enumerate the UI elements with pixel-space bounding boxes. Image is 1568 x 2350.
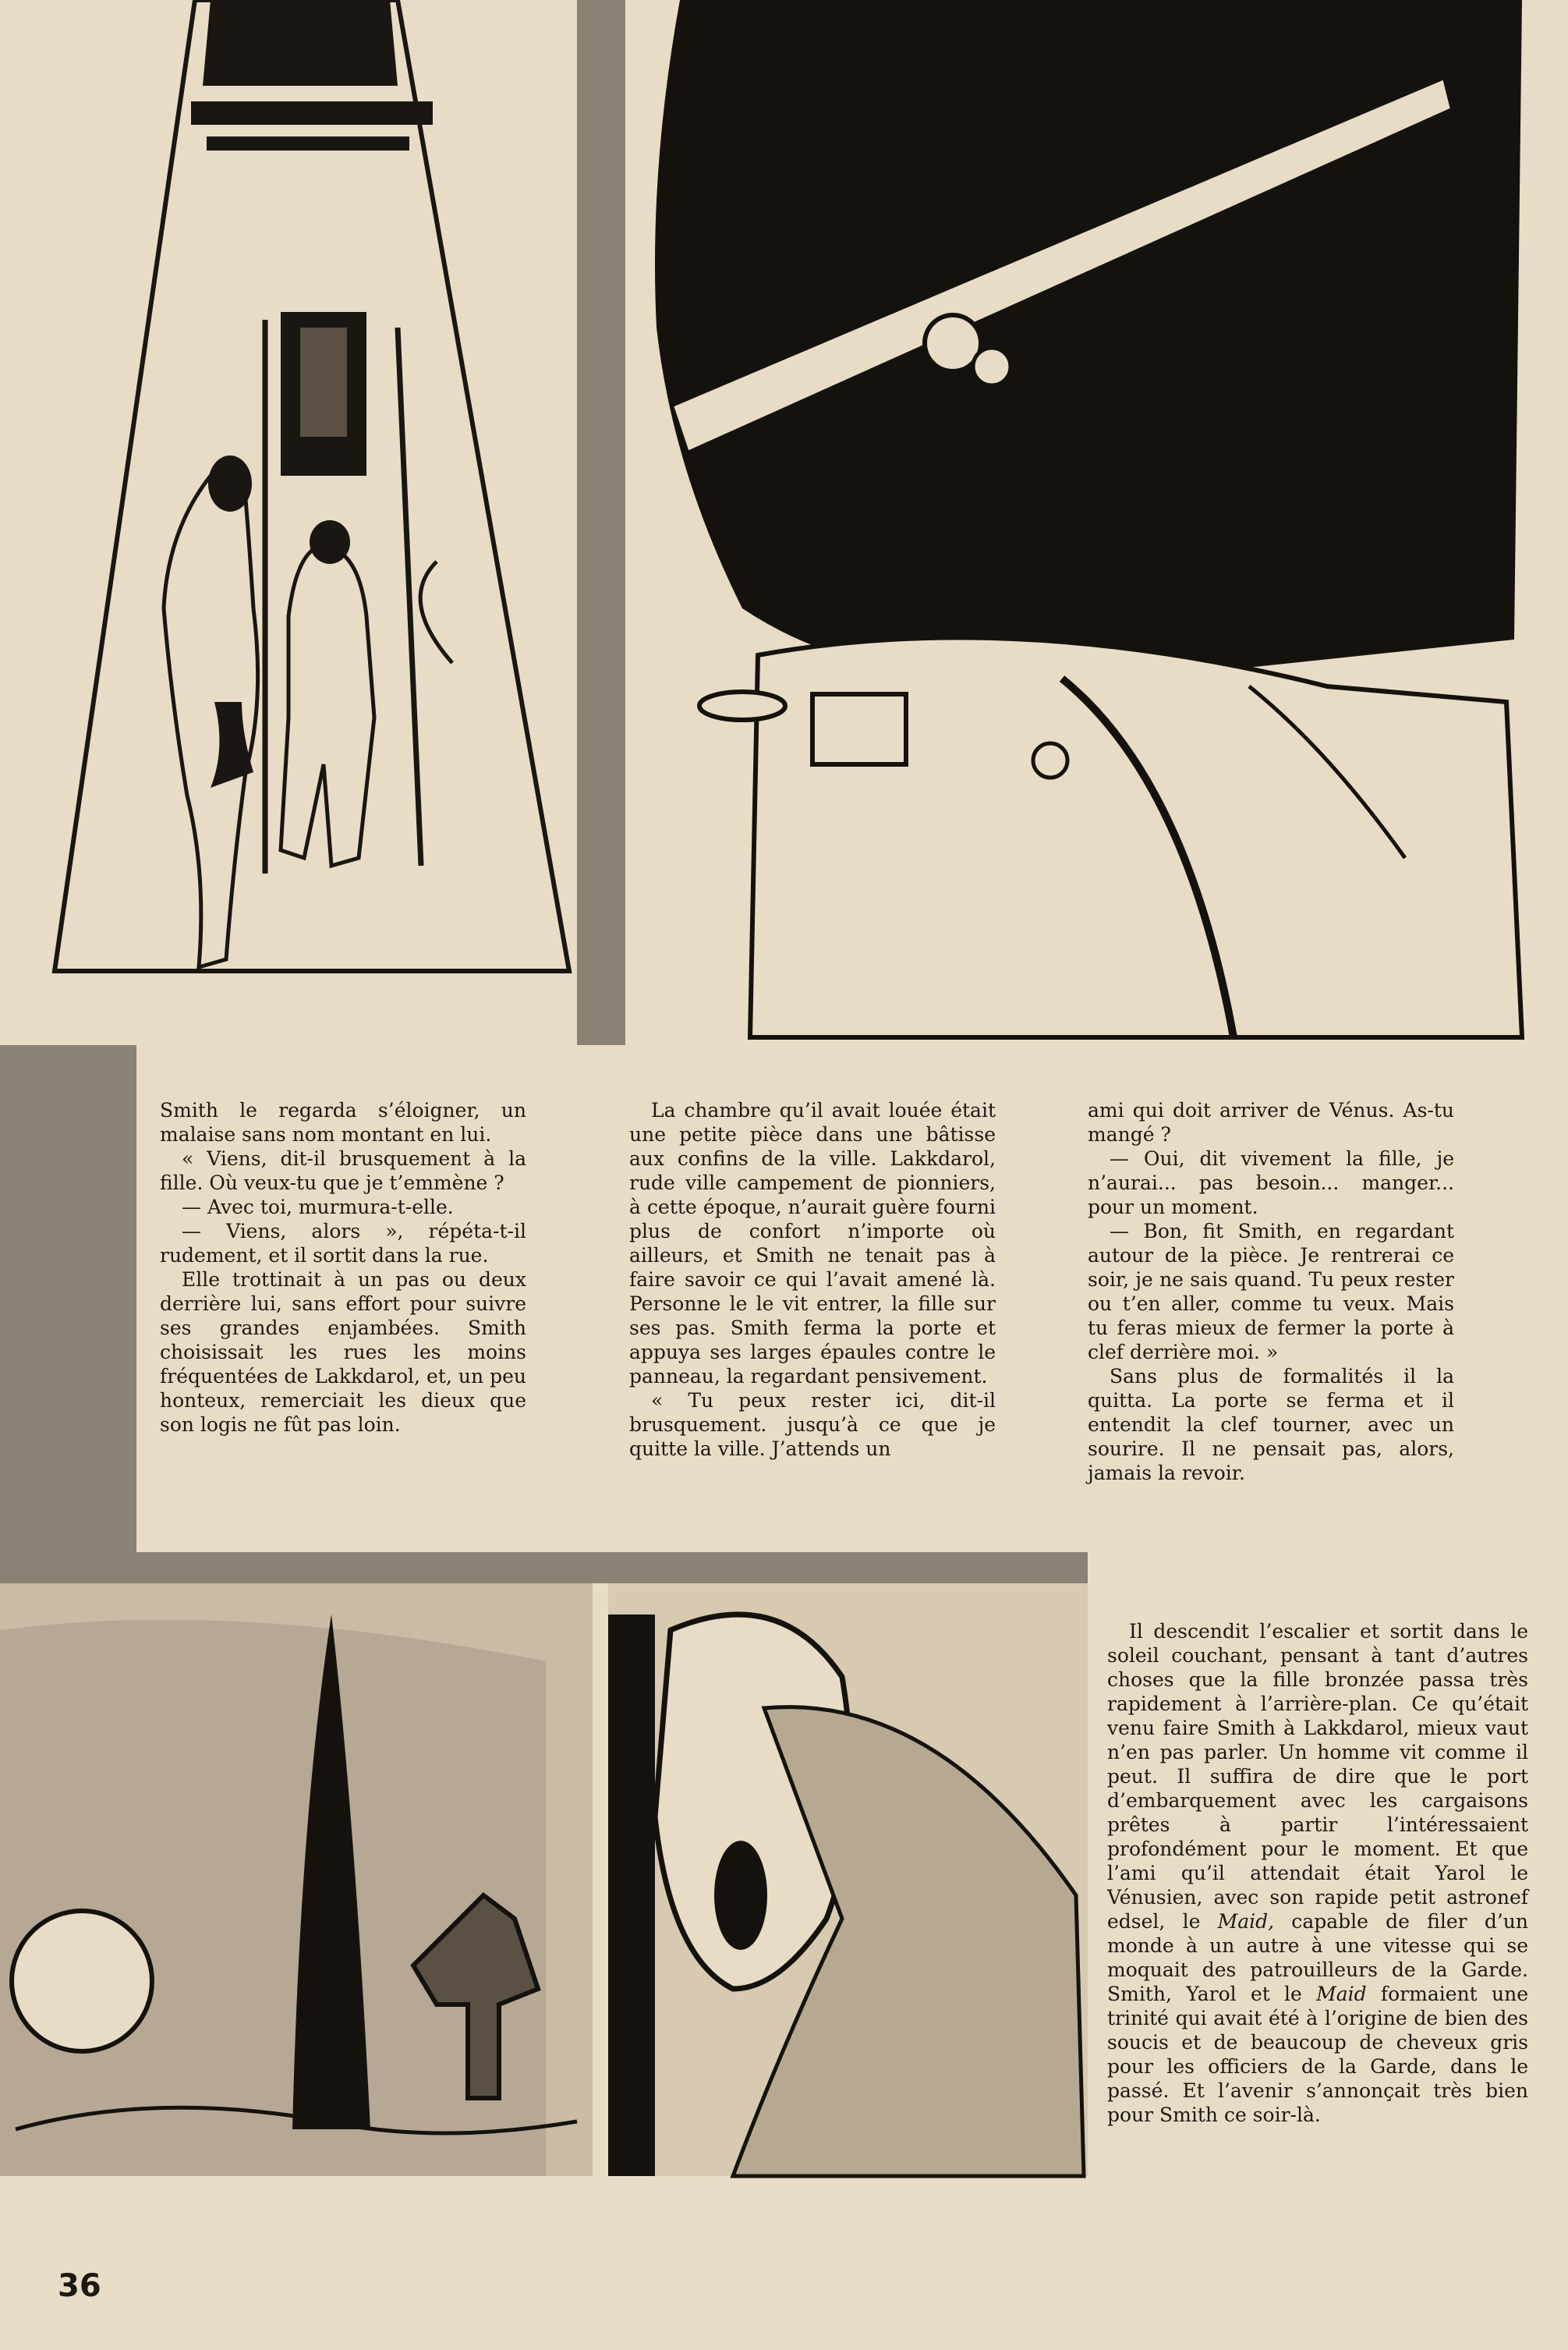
text-column-1 xyxy=(160,1098,526,1437)
illustration-corridor xyxy=(31,0,577,1045)
page-number: 36 xyxy=(58,2268,101,2304)
text-run: Il descendit l’escalier et sortit dans le soleil couchant, pensant à tant d’autres choses que la fille bronzée passa très rapidement à l’arrière-plan. Ce qu’était venu faire Smith à Lakkdarol, mieux vaut n’en pas parler. Un homme vit comme il peut. Il suffira de dire que le port d’embarquement avec les cargaisons prêtes à partir l’intéressaient profondément pour le moment. Et que l’ami qu’il attendait était Yarol le Vénusien, avec son rapide petit astronef edsel, le xyxy=(1107,1620,1528,1933)
paragraph: « Viens, dit-il brusquement à la fille. Où veux-tu que je t’emmène ? xyxy=(160,1147,526,1194)
illustration-hooded-figure xyxy=(625,0,1568,1045)
paragraph: Elle trottinait à un pas ou deux derrière lui, sans effort pour suivre ses grandes enjambées. Smith choisissait les rues les moins fréquentées de Lakkdarol, et, un peu honteux, remerciait les dieux que son logis ne fût pas loin. xyxy=(160,1268,526,1436)
text-run: capable de filer d’un monde à un autre à une vitesse qui se moquait des patrouilleurs de la Garde. Smith, Yarol et le xyxy=(1107,1910,1528,2005)
paragraph: — Oui, dit vivement la fille, je n’aurai... pas besoin... manger... pour un moment. xyxy=(1088,1147,1454,1218)
paragraph xyxy=(1107,1619,1528,2127)
ship-name: Maid, xyxy=(1217,1910,1275,1933)
ship-name: Maid xyxy=(1316,1983,1367,2005)
paragraph: ami qui doit arriver de Vénus. As-tu mangé ? xyxy=(1088,1099,1454,1146)
paragraph: Smith le regarda s’éloigner, un malaise sans nom montant en lui. xyxy=(160,1099,526,1146)
paragraph: La chambre qu’il avait louée était une petite pièce dans une bâtisse aux confins de la ville. Lakkdarol, rude ville campement de pionniers, à cette époque, n’aurait guère fourni plus de confort n’importe où ailleurs, et Smith ne tenait pas à faire savoir ce qui l’avait amené là. Personne le le vit entrer, la fille sur ses pas. Smith ferma la porte et appuya ses larges épaules contre le panneau, la regardant pensivement. xyxy=(629,1099,996,1388)
text-column-2 xyxy=(629,1098,996,1461)
paragraph: — Bon, fit Smith, en regardant autour de la pièce. Je rentrerai ce soir, je ne sais quand. Tu peux rester ou t’en aller, comme tu veux. Mais tu feras mieux de fermer la porte à clef derrière moi. » xyxy=(1088,1220,1454,1363)
paragraph: Sans plus de formalités il la quitta. La porte se ferma et il entendit la clef tourner, avec un sourire. Il ne pensait pas, alors, jamais la revoir. xyxy=(1088,1365,1454,1484)
paragraph: — Viens, alors », répéta-t-il rudement, et il sortit dans la rue. xyxy=(160,1220,526,1267)
text-column-4 xyxy=(1107,1619,1528,2127)
paragraph: — Avec toi, murmura-t-elle. xyxy=(182,1196,454,1218)
text-run: formaient une trinité qui avait été à l’origine de bien des soucis et de beaucoup de cheveux gris pour les officiers de la Garde, dans le passé. Et l’avenir s’annonçait très bien pour Smith ce soir-là. xyxy=(1107,1983,1528,2126)
illustration-spaceship xyxy=(0,1583,1088,2207)
text-column-3 xyxy=(1088,1098,1454,1485)
paragraph: « Tu peux rester ici, dit-il brusquement. jusqu’à ce que je quitte la ville. J’attends un xyxy=(629,1389,996,1460)
paper-footer xyxy=(0,2207,1568,2350)
